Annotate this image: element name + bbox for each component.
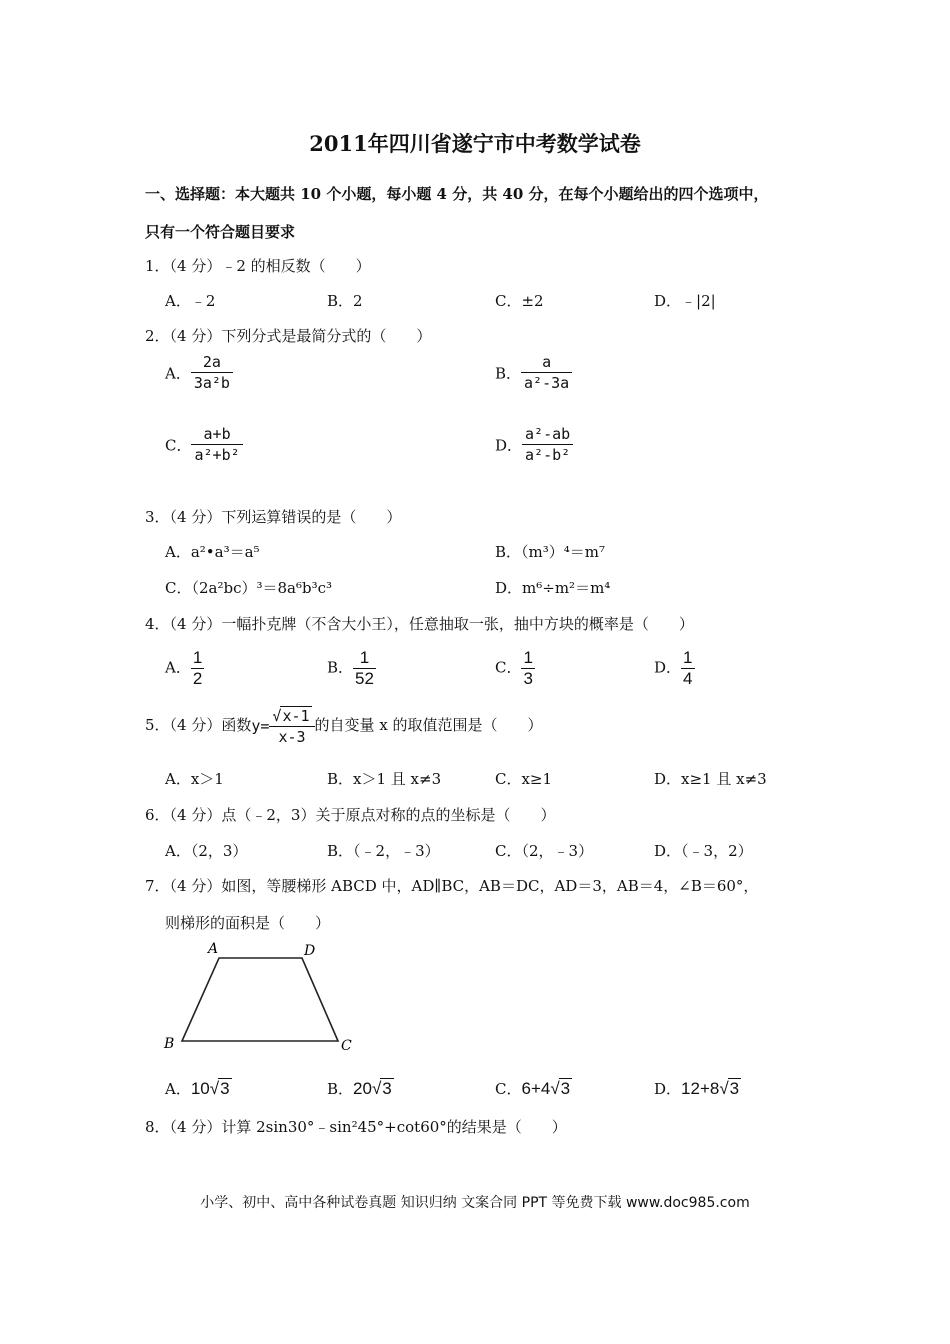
q7-b-radicand: 3	[382, 1079, 392, 1098]
vertex-label-d: D	[304, 943, 316, 959]
q6-option-c: C．（2，﹣3）	[495, 842, 594, 860]
q4-option-b	[327, 648, 376, 689]
page-footer: 小学、初中、高中各种试卷真题 知识归纳 文案合同 PPT 等免费下载 www.doc985.com	[200, 1195, 750, 1211]
q2-option-b	[495, 353, 572, 392]
section-heading-line1: 一、选择题：本大题共 10 个小题，每小题 4 分，共 40 分，在每个小题给出的四个选项中，	[145, 185, 769, 203]
q2-option-c	[165, 425, 243, 464]
q4-d-denominator: 4	[683, 669, 693, 688]
q4-option-c	[495, 648, 535, 689]
q2-c-denominator: a²+b²	[194, 446, 240, 464]
q5-option-d: D．x≥1 且 x≠3	[654, 770, 767, 788]
question-5: 5．（4 分）函数y= $\frac{√x-1}{x-3}$ 的自变量 x 的取值范围是（ ）	[145, 707, 543, 746]
q5-option-c: C．x≥1	[495, 770, 553, 788]
q7-option-c: C．6+4√3	[495, 1079, 571, 1098]
q2-option-d	[495, 425, 573, 464]
q2-option-a-label: A．	[165, 364, 191, 383]
q2-option-c-label: C．	[165, 436, 192, 455]
q6-option-d: D．（﹣3，2）	[654, 842, 753, 860]
q4-d-numerator: 1	[683, 648, 693, 667]
q7-a-value: 10	[190, 1079, 210, 1098]
q4-option-b-label: B．	[327, 658, 354, 677]
section-heading-line2: 只有一个符合题目要求	[145, 223, 296, 241]
q3-option-c: C．（2a²bc）³＝8a⁶b³c³	[165, 579, 333, 597]
q2-a-numerator: 2a	[202, 353, 221, 371]
trapezoid-figure	[160, 938, 360, 1058]
q7-d-value: 12+8	[681, 1079, 720, 1098]
q7-option-b-label: B．	[327, 1080, 354, 1098]
q2-b-numerator: a	[542, 353, 552, 371]
q7-a-radicand: 3	[220, 1079, 230, 1098]
q5-func-numerator: x-1	[282, 707, 310, 725]
question-3: 3．（4 分）下列运算错误的是（ ）	[145, 508, 402, 526]
q7-option-a-label: A．	[165, 1080, 191, 1098]
question-1: 1．（4 分）﹣2 的相反数（ ）	[145, 257, 371, 275]
q2-d-denominator: a²-b²	[525, 446, 571, 464]
q7-option-d: D．12+8√3	[654, 1079, 740, 1098]
q7-option-d-label: D．	[654, 1080, 682, 1098]
q5-func-y: y=	[251, 717, 270, 735]
q5-option-a: A．x＞1	[165, 770, 224, 788]
q1-option-d: D．﹣|2|	[654, 292, 716, 310]
q4-option-d-label: D．	[654, 658, 682, 677]
q3-option-a: A．a²•a³＝a⁵	[165, 543, 260, 561]
question-8: 8．（4 分）计算 2sin30°﹣sin²45°+cot60°的结果是（ ）	[145, 1118, 567, 1136]
q7-option-b: B．20√3	[327, 1079, 392, 1098]
q2-d-numerator: a²-ab	[525, 425, 571, 443]
trapezoid-shape	[182, 958, 338, 1041]
q7-c-value: 6+4	[521, 1079, 551, 1098]
question-2: 2．（4 分）下列分式是最简分式的（ ）	[145, 327, 432, 345]
q2-option-b-label: B．	[495, 364, 522, 383]
question-4: 4．（4 分）一幅扑克牌（不含大小王），任意抽取一张，抽中方块的概率是（ ）	[145, 615, 694, 633]
q4-b-denominator: 52	[355, 669, 374, 688]
q7-d-radicand: 3	[729, 1079, 740, 1098]
q4-option-c-label: C．	[495, 658, 522, 677]
q4-option-a-label: A．	[165, 658, 191, 677]
q7-option-c-label: C．	[495, 1080, 522, 1098]
q7-c-radicand: 3	[560, 1079, 571, 1098]
q6-option-a: A．（2，3）	[165, 842, 248, 860]
question-7: 7．（4 分）如图，等腰梯形 ABCD 中，AD∥BC，AB＝DC，AD＝3，AB＝4，∠B＝60°，	[145, 877, 759, 895]
q2-option-d-label: D．	[495, 436, 523, 455]
q4-option-d	[654, 648, 695, 689]
q5-prefix: 5．（4 分）函数	[145, 716, 252, 734]
q2-b-denominator: a²-3a	[524, 374, 570, 392]
page-title: 2011年四川省遂宁市中考数学试卷	[309, 131, 641, 156]
q3-option-d: D．m⁶÷m²＝m⁴	[495, 579, 611, 597]
question-6: 6．（4 分）点（﹣2，3）关于原点对称的点的坐标是（ ）	[145, 806, 556, 824]
q7-b-value: 20	[353, 1079, 372, 1098]
q5-suffix: 的自变量 x 的取值范围是（ ）	[314, 716, 543, 734]
q4-b-numerator: 1	[359, 648, 370, 667]
question-7-line2: 则梯形的面积是（ ）	[165, 914, 331, 932]
vertex-label-a: A	[208, 941, 219, 957]
q4-c-numerator: 1	[523, 648, 533, 667]
q3-option-b: B．（m³）⁴＝m⁷	[495, 543, 606, 561]
q7-option-a: A．10√3	[165, 1079, 230, 1098]
vertex-label-b: B	[164, 1036, 175, 1052]
vertex-label-c: C	[341, 1038, 352, 1054]
q2-c-numerator: a+b	[203, 425, 231, 443]
q2-option-a	[165, 353, 233, 392]
q1-option-c: C．±2	[495, 292, 544, 310]
q6-option-b: B．（﹣2，﹣3）	[327, 842, 440, 860]
q1-option-b: B．2	[327, 292, 363, 310]
q2-a-denominator: 3a²b	[193, 374, 230, 392]
q4-c-denominator: 3	[523, 669, 533, 688]
q5-func-denominator: x-3	[278, 728, 306, 746]
q5-option-b: B．x＞1 且 x≠3	[327, 770, 442, 788]
q1-option-a: A．﹣2	[165, 292, 216, 310]
q4-a-denominator: 2	[192, 669, 203, 688]
q4-a-numerator: 1	[192, 648, 203, 667]
q4-option-a	[165, 648, 204, 689]
